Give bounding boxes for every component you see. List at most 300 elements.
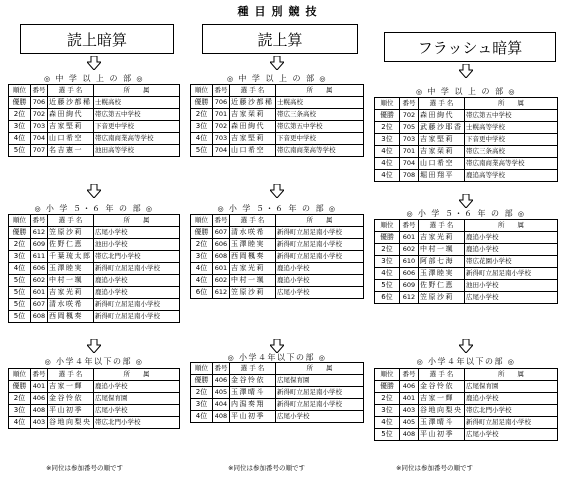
table-header-row — [9, 85, 180, 97]
affiliation-cell: 鹿追小学校 — [276, 275, 364, 287]
division-title-text: 小学４年以下の部 — [239, 353, 315, 362]
table-row — [375, 417, 558, 429]
division-mark-icon: ◎ — [514, 210, 526, 218]
athlete-name: 山口希空 — [48, 133, 94, 145]
affiliation-cell: 鹿追小学校 — [465, 244, 558, 256]
division-title-text: 小 学 ５・６ 年 の 部 — [228, 204, 326, 213]
affiliation-cell: 広尾小学校 — [94, 405, 180, 417]
affiliation-cell: 下音更中学校 — [276, 133, 364, 145]
rank-cell: 4位 — [191, 263, 213, 275]
number-cell: 401 — [400, 393, 419, 405]
rank-cell: 5位 — [9, 287, 31, 299]
rank-cell: 5位 — [9, 145, 31, 157]
affiliation-cell: 新得町立屈足南小学校 — [276, 239, 364, 251]
event-title: 読上算 — [202, 24, 358, 54]
table-row — [191, 145, 364, 157]
table-row — [191, 375, 364, 387]
number-cell: 704 — [213, 145, 230, 157]
table-header-row — [9, 369, 180, 381]
rank-cell: 2位 — [9, 393, 31, 405]
athlete-name: 西岡楓奏 — [230, 251, 276, 263]
athlete-name: 平山初季 — [48, 405, 94, 417]
table-row — [191, 251, 364, 263]
table-row — [375, 134, 558, 146]
rank-header: 順位 — [191, 215, 213, 227]
number-cell: 702 — [213, 121, 230, 133]
rank-cell: 優勝 — [191, 97, 213, 109]
athlete-name: 吉家栞莉 — [230, 109, 276, 121]
table-row — [375, 381, 558, 393]
affiliation-cell: 新得町立屈足南小学校 — [465, 268, 558, 280]
number-cell: 703 — [31, 121, 48, 133]
rank-cell: 3位 — [9, 251, 31, 263]
athlete-name: 近藤沙都稀 — [230, 97, 276, 109]
affiliation-cell: 下音更中学校 — [465, 134, 558, 146]
affiliation-cell: 新得町立屈足南小学校 — [276, 399, 364, 411]
affiliation-cell: 鹿追小学校 — [465, 393, 558, 405]
athlete-name: 吉家堅莉 — [48, 121, 94, 133]
down-arrow-icon — [459, 194, 473, 208]
table-header-row — [191, 215, 364, 227]
athlete-name: 山口希空 — [230, 145, 276, 157]
table-row — [191, 239, 364, 251]
table-row — [375, 268, 558, 280]
table-row — [375, 158, 558, 170]
table-row — [375, 170, 558, 182]
rank-cell: 5位 — [375, 429, 400, 441]
affiliation-cell: 新得町立屈足南小学校 — [94, 311, 180, 323]
athlete-name: 近藤沙都稀 — [48, 97, 94, 109]
table-row — [375, 429, 558, 441]
name-header: 選 手 名 — [48, 215, 94, 227]
division-title — [374, 208, 558, 219]
affiliation-cell: 帯広第五中学校 — [276, 121, 364, 133]
division-mark-icon: ◎ — [416, 88, 428, 96]
table-row — [9, 263, 180, 275]
table-row — [9, 97, 180, 109]
number-cell: 602 — [400, 244, 419, 256]
athlete-name: 名吉憲一 — [48, 145, 94, 157]
affiliation-cell: 広尾小学校 — [465, 429, 558, 441]
division-title-text: 小 学 ５・６ 年 の 部 — [417, 209, 515, 218]
number-cell: 403 — [400, 405, 419, 417]
athlete-name: 金谷怜依 — [419, 381, 465, 393]
number-cell: 608 — [31, 311, 48, 323]
num-header: 番号 — [400, 369, 419, 381]
division-mark-icon: ◎ — [34, 205, 46, 213]
affiliation-cell: 帯広第五中学校 — [94, 109, 180, 121]
number-cell: 701 — [400, 146, 419, 158]
affiliation-cell: 広尾小学校 — [465, 292, 558, 304]
table-header-row — [9, 215, 180, 227]
athlete-name: 谷地向梨央 — [48, 417, 94, 429]
division-title-text: 中 学 以 上 の 部 — [238, 74, 316, 83]
rank-cell: 優勝 — [375, 110, 400, 122]
rank-header: 順位 — [375, 220, 400, 232]
affiliation-cell: 鹿追小学校 — [94, 381, 180, 393]
table-row — [9, 109, 180, 121]
rank-cell: 5位 — [375, 280, 400, 292]
num-header: 番号 — [400, 220, 419, 232]
name-header: 選 手 名 — [419, 98, 465, 110]
num-header: 番号 — [213, 85, 230, 97]
rank-header: 順位 — [375, 98, 400, 110]
tie-note: ※同位は参加番号の順です — [228, 464, 305, 472]
affiliation-header: 所 属 — [465, 220, 558, 232]
table-row — [375, 280, 558, 292]
table-row — [9, 311, 180, 323]
athlete-name: 堀田翔平 — [419, 170, 465, 182]
table-row — [9, 133, 180, 145]
table-row — [9, 227, 180, 239]
num-header: 番号 — [31, 369, 48, 381]
number-cell: 408 — [31, 405, 48, 417]
table-header-row — [375, 220, 558, 232]
number-cell: 602 — [213, 275, 230, 287]
division-mark-icon: ◎ — [227, 354, 239, 362]
rank-cell: 3位 — [375, 134, 400, 146]
results-table — [374, 219, 558, 304]
affiliation-cell: 新得町立屈足南小学校 — [465, 417, 558, 429]
event-column — [374, 0, 558, 487]
results-table — [190, 362, 364, 423]
table-row — [375, 244, 558, 256]
affiliation-cell: 池田小学校 — [94, 239, 180, 251]
affiliation-cell: 新得町立屈足南小学校 — [276, 387, 364, 399]
division-mark-icon: ◎ — [44, 75, 56, 83]
athlete-name: 森田絢代 — [230, 121, 276, 133]
table-row — [9, 121, 180, 133]
number-cell: 601 — [31, 287, 48, 299]
table-row — [9, 145, 180, 157]
table-row — [191, 399, 364, 411]
athlete-name: 内潟奏翔 — [230, 399, 276, 411]
athlete-name: 西岡楓奏 — [48, 311, 94, 323]
athlete-name: 清水咲希 — [48, 299, 94, 311]
division-mark-icon: ◎ — [416, 358, 428, 366]
number-cell: 607 — [213, 227, 230, 239]
athlete-name: 吉家堅莉 — [230, 133, 276, 145]
athlete-name: 吉家一輝 — [419, 393, 465, 405]
rank-cell: 5位 — [9, 275, 31, 287]
athlete-name: 山口希空 — [419, 158, 465, 170]
affiliation-cell: 鹿追小学校 — [94, 275, 180, 287]
table-header-row — [191, 85, 364, 97]
rank-cell: 4位 — [191, 411, 213, 423]
rank-cell: 2位 — [9, 239, 31, 251]
down-arrow-icon — [87, 184, 101, 198]
affiliation-cell: 広尾保育園 — [94, 393, 180, 405]
affiliation-cell: 帯広北門小学校 — [94, 417, 180, 429]
rank-header: 順位 — [191, 363, 213, 375]
event-title: 読上暗算 — [20, 24, 174, 54]
division-mark-icon: ◎ — [504, 88, 516, 96]
down-arrow-icon — [270, 339, 284, 353]
number-cell: 702 — [31, 109, 48, 121]
division-mark-icon: ◎ — [217, 205, 229, 213]
number-cell: 602 — [31, 275, 48, 287]
division-mark-icon: ◎ — [44, 358, 56, 366]
affiliation-cell: 士幌高校 — [94, 97, 180, 109]
division-title — [190, 203, 364, 214]
table-row — [191, 387, 364, 399]
athlete-name: 金谷怜依 — [48, 393, 94, 405]
name-header: 選 手 名 — [230, 85, 276, 97]
division-title — [190, 73, 364, 84]
table-header-row — [375, 98, 558, 110]
table-row — [191, 109, 364, 121]
athlete-name: 吉家堅莉 — [419, 134, 465, 146]
affiliation-cell: 広尾保育園 — [465, 381, 558, 393]
affiliation-cell: 士幌高校 — [276, 97, 364, 109]
division-mark-icon: ◎ — [504, 358, 516, 366]
number-cell: 408 — [213, 411, 230, 423]
table-row — [191, 133, 364, 145]
number-cell: 404 — [213, 399, 230, 411]
name-header: 選 手 名 — [230, 215, 276, 227]
table-row — [375, 405, 558, 417]
athlete-name: 玉澤晴斗 — [419, 417, 465, 429]
rank-cell: 4位 — [375, 146, 400, 158]
affiliation-cell: 帯広三条高校 — [465, 146, 558, 158]
number-cell: 406 — [213, 375, 230, 387]
number-cell: 609 — [400, 280, 419, 292]
rank-cell: 4位 — [375, 170, 400, 182]
rank-cell: 6位 — [191, 287, 213, 299]
affiliation-cell: 帯広三条高校 — [276, 109, 364, 121]
table-row — [191, 287, 364, 299]
affiliation-cell: 下音更中学校 — [94, 121, 180, 133]
table-row — [375, 292, 558, 304]
table-header-row — [375, 369, 558, 381]
num-header: 番号 — [213, 363, 230, 375]
affiliation-cell: 広尾保育園 — [276, 375, 364, 387]
event-column — [190, 0, 364, 487]
rank-header: 順位 — [9, 85, 31, 97]
affiliation-cell: 広尾小学校 — [94, 227, 180, 239]
table-row — [191, 121, 364, 133]
division-mark-icon: ◎ — [132, 358, 144, 366]
affiliation-header: 所 属 — [94, 85, 180, 97]
athlete-name: 森田絢代 — [419, 110, 465, 122]
rank-cell: 3位 — [191, 121, 213, 133]
affiliation-cell: 帯広南商業高等学校 — [465, 158, 558, 170]
table-row — [191, 263, 364, 275]
division-title — [8, 203, 180, 214]
athlete-name: 玉澤睦実 — [230, 239, 276, 251]
affiliation-cell: 広尾小学校 — [276, 411, 364, 423]
down-arrow-icon — [459, 339, 473, 353]
rank-cell: 5位 — [9, 299, 31, 311]
athlete-name: 中村一颯 — [48, 275, 94, 287]
athlete-name: 玉澤睦実 — [419, 268, 465, 280]
athlete-name: 玉澤晴斗 — [230, 387, 276, 399]
affiliation-cell: 新得町立屈足南小学校 — [276, 227, 364, 239]
rank-cell: 6位 — [375, 292, 400, 304]
athlete-name: 吉家光莉 — [48, 287, 94, 299]
number-cell: 610 — [400, 256, 419, 268]
division-title — [374, 86, 558, 97]
athlete-name: 平山初季 — [419, 429, 465, 441]
number-cell: 708 — [400, 170, 419, 182]
num-header: 番号 — [31, 85, 48, 97]
table-row — [375, 256, 558, 268]
number-cell: 607 — [31, 299, 48, 311]
number-cell: 401 — [31, 381, 48, 393]
down-arrow-icon — [87, 339, 101, 353]
number-cell: 612 — [400, 292, 419, 304]
table-row — [375, 122, 558, 134]
rank-cell: 5位 — [9, 311, 31, 323]
division-title-text: 小学４年以下の部 — [428, 357, 504, 366]
rank-cell: 優勝 — [375, 381, 400, 393]
rank-cell: 3位 — [9, 405, 31, 417]
name-header: 選 手 名 — [48, 85, 94, 97]
number-cell: 608 — [213, 251, 230, 263]
number-cell: 601 — [400, 232, 419, 244]
results-table — [190, 214, 364, 299]
athlete-name: 千葉琉太郎 — [48, 251, 94, 263]
affiliation-header: 所 属 — [94, 369, 180, 381]
division-title — [374, 356, 558, 367]
affiliation-cell: 帯広北門小学校 — [465, 405, 558, 417]
tie-note: ※同位は参加番号の順です — [46, 464, 123, 472]
number-cell: 609 — [31, 239, 48, 251]
athlete-name: 笠原沙莉 — [48, 227, 94, 239]
number-cell: 606 — [400, 268, 419, 280]
results-table — [8, 84, 180, 157]
table-row — [9, 299, 180, 311]
number-cell: 405 — [400, 417, 419, 429]
athlete-name: 吉家光莉 — [230, 263, 276, 275]
affiliation-cell: 帯広花園小学校 — [465, 256, 558, 268]
table-row — [9, 417, 180, 429]
number-cell: 606 — [213, 239, 230, 251]
division-mark-icon: ◎ — [315, 354, 327, 362]
division-title — [8, 73, 180, 84]
down-arrow-icon — [87, 56, 101, 70]
table-row — [9, 239, 180, 251]
table-row — [9, 287, 180, 299]
results-table — [374, 97, 558, 182]
division-mark-icon: ◎ — [132, 75, 144, 83]
division-mark-icon: ◎ — [142, 205, 154, 213]
athlete-name: 笠原沙莉 — [419, 292, 465, 304]
table-row — [191, 227, 364, 239]
athlete-name: 玉澤睦実 — [48, 263, 94, 275]
affiliation-header: 所 属 — [465, 98, 558, 110]
athlete-name: 笠原沙莉 — [230, 287, 276, 299]
athlete-name: 佐野仁恵 — [48, 239, 94, 251]
rank-cell: 4位 — [375, 417, 400, 429]
event-title: フラッシュ暗算 — [384, 32, 556, 62]
athlete-name: 吉家一輝 — [48, 381, 94, 393]
number-cell: 408 — [400, 429, 419, 441]
rank-header: 順位 — [9, 215, 31, 227]
number-cell: 707 — [31, 145, 48, 157]
table-row — [375, 232, 558, 244]
affiliation-header: 所 属 — [276, 85, 364, 97]
down-arrow-icon — [270, 184, 284, 198]
table-row — [375, 146, 558, 158]
rank-header: 順位 — [9, 369, 31, 381]
affiliation-cell: 帯広南商業高等学校 — [276, 145, 364, 157]
results-table — [374, 368, 558, 441]
rank-cell: 2位 — [191, 109, 213, 121]
affiliation-header: 所 属 — [94, 215, 180, 227]
rank-cell: 優勝 — [191, 375, 213, 387]
rank-cell: 3位 — [375, 256, 400, 268]
affiliation-cell: 帯広第五中学校 — [465, 110, 558, 122]
affiliation-cell: 鹿追小学校 — [276, 263, 364, 275]
table-row — [191, 97, 364, 109]
number-cell: 701 — [213, 109, 230, 121]
table-row — [9, 275, 180, 287]
name-header: 選 手 名 — [48, 369, 94, 381]
number-cell: 406 — [31, 393, 48, 405]
affiliation-cell: 新得町立屈足南小学校 — [94, 263, 180, 275]
athlete-name: 谷地向梨央 — [419, 405, 465, 417]
number-cell: 705 — [400, 122, 419, 134]
division-title-text: 中 学 以 上 の 部 — [55, 74, 133, 83]
affiliation-cell: 池田小学校 — [465, 280, 558, 292]
rank-cell: 2位 — [191, 239, 213, 251]
affiliation-cell: 鹿追小学校 — [465, 232, 558, 244]
rank-cell: 3位 — [375, 405, 400, 417]
num-header: 番号 — [400, 98, 419, 110]
num-header: 番号 — [31, 215, 48, 227]
event-column — [8, 0, 180, 487]
rank-header: 順位 — [375, 369, 400, 381]
results-table — [8, 214, 180, 323]
rank-cell: 4位 — [9, 133, 31, 145]
rank-cell: 3位 — [191, 399, 213, 411]
division-mark-icon: ◎ — [227, 75, 239, 83]
rank-cell: 2位 — [9, 109, 31, 121]
table-row — [9, 405, 180, 417]
athlete-name: 吉家栞莉 — [419, 146, 465, 158]
affiliation-cell: 鹿追高等学校 — [465, 170, 558, 182]
rank-cell: 優勝 — [9, 227, 31, 239]
number-cell: 612 — [213, 287, 230, 299]
number-cell: 702 — [400, 110, 419, 122]
tie-note: ※同位は参加番号の順です — [396, 464, 473, 472]
table-row — [191, 275, 364, 287]
table-row — [9, 393, 180, 405]
number-cell: 403 — [31, 417, 48, 429]
division-mark-icon: ◎ — [325, 205, 337, 213]
affiliation-header: 所 属 — [465, 369, 558, 381]
rank-cell: 優勝 — [9, 97, 31, 109]
affiliation-header: 所 属 — [276, 215, 364, 227]
rank-header: 順位 — [191, 85, 213, 97]
table-header-row — [191, 363, 364, 375]
division-mark-icon: ◎ — [406, 210, 418, 218]
athlete-name: 武藤沙耶香 — [419, 122, 465, 134]
division-title-text: 小 学 ５・６ 年 の 部 — [45, 204, 143, 213]
down-arrow-icon — [459, 64, 473, 78]
table-row — [375, 393, 558, 405]
name-header: 選 手 名 — [419, 369, 465, 381]
rank-cell: 4位 — [9, 417, 31, 429]
athlete-name: 中村一颯 — [230, 275, 276, 287]
table-row — [9, 381, 180, 393]
table-row — [375, 110, 558, 122]
number-cell: 406 — [400, 381, 419, 393]
affiliation-cell: 広尾小学校 — [276, 287, 364, 299]
table-row — [9, 251, 180, 263]
name-header: 選 手 名 — [230, 363, 276, 375]
